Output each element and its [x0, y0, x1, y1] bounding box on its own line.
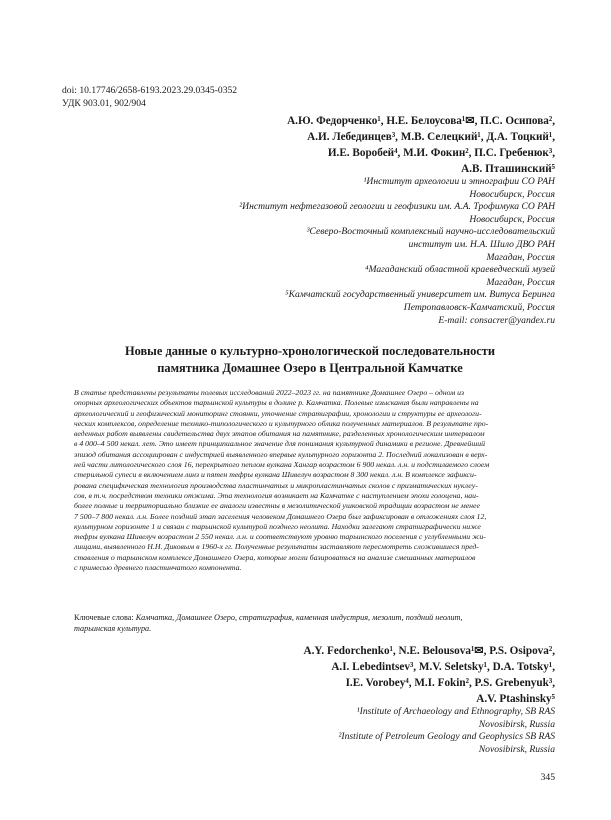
author-line: А.В. Пташинский⁵	[461, 163, 555, 175]
abstract-line: археологический и геофизический мониторинг стоянки, уточнение стратиграфии, хронологии и структуры ее археологи-	[74, 408, 482, 418]
affiliation-line: ³Северо-Восточный комплексный научно-исследовательский	[306, 226, 555, 238]
affiliation-line: Магадан, Россия	[486, 276, 555, 288]
author-line: I.E. Vorobey⁴, M.I. Fokin², P.S. Grebenyuk³,	[345, 677, 555, 689]
affiliation-line: ⁵Камчатский государственный университет им. Витуса Беринга	[285, 289, 555, 301]
affiliation-line: Петропавловск-Камчатский, Россия	[403, 301, 555, 313]
abstract-line: с примесью древнего пластинчатого компонента.	[74, 563, 242, 573]
affiliation-line: ²Institute of Petroleum Geology and Geophysics SB RAS	[338, 731, 555, 743]
keywords-text: Камчатка, Домашнее Озеро, стратиграфия, каменная индустрия, мезолит, поздний неолит,	[135, 613, 463, 622]
affiliation-line: Магадан, Россия	[486, 251, 555, 263]
keywords-label: Ключевые слова:	[74, 613, 134, 622]
abstract-line: тефры вулкана Шивелуч возрастом 2 550 некал. л.н. и соответствуют уровню тарьинского поселения с углубленными жи-	[74, 532, 486, 542]
affiliation-line: Новосибирск, Россия	[469, 213, 555, 225]
article-meta	[62, 84, 237, 110]
abstract-line: культурном горизонте 1 и связан с тарьинской культурой позднего неолита. Находки залегают стратиграфически ниже	[74, 521, 481, 531]
affiliation-line: ²Институт нефтегазовой геологии и геофизики им. А.А. Трофимука СО РАН	[239, 201, 555, 213]
affiliation-line: ¹Institute of Archaeology and Ethnography, SB RAS	[356, 706, 555, 717]
affiliation-line: институт им. Н.А. Шило ДВО РАН	[408, 238, 555, 250]
abstract	[74, 388, 556, 573]
author-line: A.I. Lebedintsev³, M.V. Seletsky¹, D.A. Totsky¹,	[331, 661, 555, 673]
abstract-line: В статье представлены результаты полевых исследований 2022–2023 гг. на памятнике Домашнее Озеро – одном из	[74, 388, 465, 397]
abstract-line: более полные и территориально близкие ее аналоги известны в мезолитической ушковской традиции возрастом не менее	[74, 501, 480, 511]
email-line: E-mail: consacrer@yandex.ru	[438, 314, 555, 326]
page-number: 345	[540, 772, 555, 783]
affiliation-line: Novosibirsk, Russia	[478, 718, 555, 730]
abstract-line: рована специфическая технология производства пластинчатых и микропластинчатых сколов с призматических нуклеу-	[74, 480, 478, 490]
affiliation-line: ⁴Магаданский областной краеведческий музей	[365, 264, 555, 276]
affiliation-line: Novosibirsk, Russia	[478, 743, 555, 755]
abstract-line: опорных археологических объектов тарьинской культуры в долине р. Камчатка. Полевые изыскания были направлены на	[74, 398, 479, 408]
title-line: памятника Домашнее Озеро в Центральной Камчатке	[157, 361, 463, 375]
authors-ru	[85, 113, 555, 177]
authors-en	[85, 643, 555, 707]
doi: doi: 10.17746/2658-6193.2023.29.0345-0352	[62, 85, 238, 96]
abstract-line: ставления о тарьинском комплексе Домашнего Озера, которые могли базироваться на анализе смешанных материалов	[74, 552, 476, 562]
affiliation-line: ¹Институт археологии и этнографии СО РАН	[363, 176, 555, 187]
abstract-line: в 4 000–4 500 некал. лет. Это имеет принципиальное значение для понимания культурной динамики в регионе. Древнейший	[74, 439, 486, 449]
affiliations-en	[75, 706, 555, 756]
author-line: A.V. Ptashinsky⁵	[476, 693, 555, 705]
affiliations-ru	[75, 176, 555, 327]
affiliation-line: Новосибирск, Россия	[469, 188, 555, 200]
abstract-line: стерильной супеси в включением линз и пятен тефры вулкана Шивелуч возрастом 8 300 некал. л.н. В комплексе зафикси-	[74, 470, 477, 480]
keywords	[74, 612, 556, 634]
author-line: И.Е. Воробей⁴, М.И. Фокин², П.С. Гребенюк³,	[327, 147, 555, 159]
abstract-line: сов, в т.ч. посредством техники отжима. Эта технология возникает на Камчатке с наступлением эпохи голоцена, наи-	[74, 490, 479, 500]
abstract-line: лищами, выявленного Н.Н. Диковым в 1960-х гг. Полученные результаты заставляют пересмотреть сложившиеся пред-	[74, 542, 479, 552]
author-line: A.Y. Fedorchenko¹, N.E. Belousova¹✉, P.S. Osipova²,	[303, 645, 555, 657]
abstract-line: эпизод обитания ассоциирован с индустрией выявленного впервые культурного горизонта 2. Последний локализован в верх-	[74, 449, 488, 459]
abstract-line: 7 500–7 800 некал. л.н. Более поздний этап заселения человеком Домашнего Озера был зафиксирован в отложениях слоя 12,	[74, 511, 487, 521]
keywords-text-cont: тарьинская культура.	[74, 624, 152, 633]
author-line: А.Ю. Федорченко¹, Н.Е. Белоусова¹✉, П.С. Осипова²,	[287, 115, 555, 127]
abstract-line: ней части литологического слоя 16, перекрытого пеплом вулкана Хангар возрастом 6 900 некал. л.н. и подстилаемого слоем	[74, 460, 490, 470]
author-line: А.И. Лебединцев³, М.В. Селецкий¹, Д.А. Тоцкий¹,	[307, 131, 555, 143]
article-title	[60, 343, 560, 377]
abstract-line: веденных работ выявлены свидетельства двух этапов обитания на памятнике, разделенных хронологическим интервалом	[74, 429, 485, 439]
udc: УДК 903.01, 902/904	[62, 98, 146, 109]
title-line: Новые данные о культурно-хронологической последовательности	[124, 344, 496, 358]
abstract-line: ческих комплексов, определение технико-типологического и культурного облика полученных материалов. В результате про-	[74, 418, 489, 428]
